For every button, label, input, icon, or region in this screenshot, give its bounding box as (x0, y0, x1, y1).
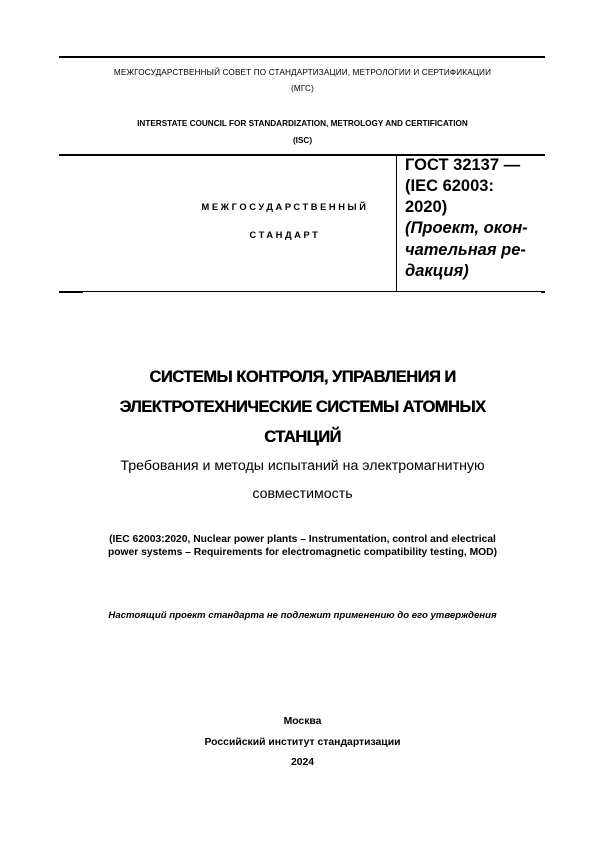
title-line2: ЭЛЕКТРОТЕХНИЧЕСКИЕ СИСТЕМЫ АТОМНЫХ (119, 398, 486, 416)
document-subtitle (40, 452, 565, 508)
document-title (40, 362, 565, 452)
header-bottom-rule-right-accent (541, 291, 545, 293)
iec-reference-line2: power systems – Requirements for electromagnetic compatibility testing, MOD) (107, 547, 498, 558)
council-name-en: INTERSTATE COUNCIL FOR STANDARDIZATION, METROLOGY AND CERTIFICATION (137, 119, 468, 128)
draft-status-line2: чательная ре- (405, 240, 526, 259)
publisher-name: Российский институт стандартизации (204, 736, 401, 748)
header-bottom-rule (59, 291, 545, 292)
standard-label-line2: СТАНДАРТ (249, 230, 321, 240)
iec-reference-line1: (IEC 62003:2020, Nuclear power plants – Instrumentation, control and electrical (109, 534, 496, 545)
publication-year: 2024 (290, 757, 315, 768)
draft-notice: Настоящий проект стандарта не подлежит применению до его утверждения (108, 610, 497, 621)
title-line3: СТАНЦИЙ (264, 428, 341, 446)
publication-city: Москва (283, 716, 322, 727)
publication-info (40, 712, 565, 774)
title-line1: СИСТЕМЫ КОНТРОЛЯ, УПРАВЛЕНИЯ И (149, 368, 456, 386)
gost-designation (405, 155, 545, 283)
council-name-ru: МЕЖГОСУДАРСТВЕННЫЙ СОВЕТ ПО СТАНДАРТИЗАЦИИ, МЕТРОЛОГИИ И СЕРТИФИКАЦИИ (113, 68, 492, 77)
standard-label-line1: МЕЖГОСУДАРСТВЕННЫЙ (201, 202, 369, 212)
vertical-divider (396, 156, 397, 292)
iec-reference (40, 533, 565, 559)
draft-status-line3: дакция) (405, 262, 469, 280)
gost-number: ГОСТ 32137 — (405, 156, 521, 174)
header-bottom-rule-left-accent (59, 291, 83, 293)
council-abbr-ru: (МГС) (290, 84, 314, 93)
subtitle-line1: Требования и методы испытаний на электромагнитную (120, 458, 485, 474)
gost-iec-ref: (IEC 62003: (405, 177, 494, 195)
draft-status-line1: (Проект, окон- (405, 219, 528, 237)
top-rule (59, 56, 545, 58)
subtitle-line2: совместимость (252, 486, 353, 502)
gost-iec-year: 2020) (405, 198, 448, 216)
council-abbr-en: (ISC) (292, 136, 313, 145)
